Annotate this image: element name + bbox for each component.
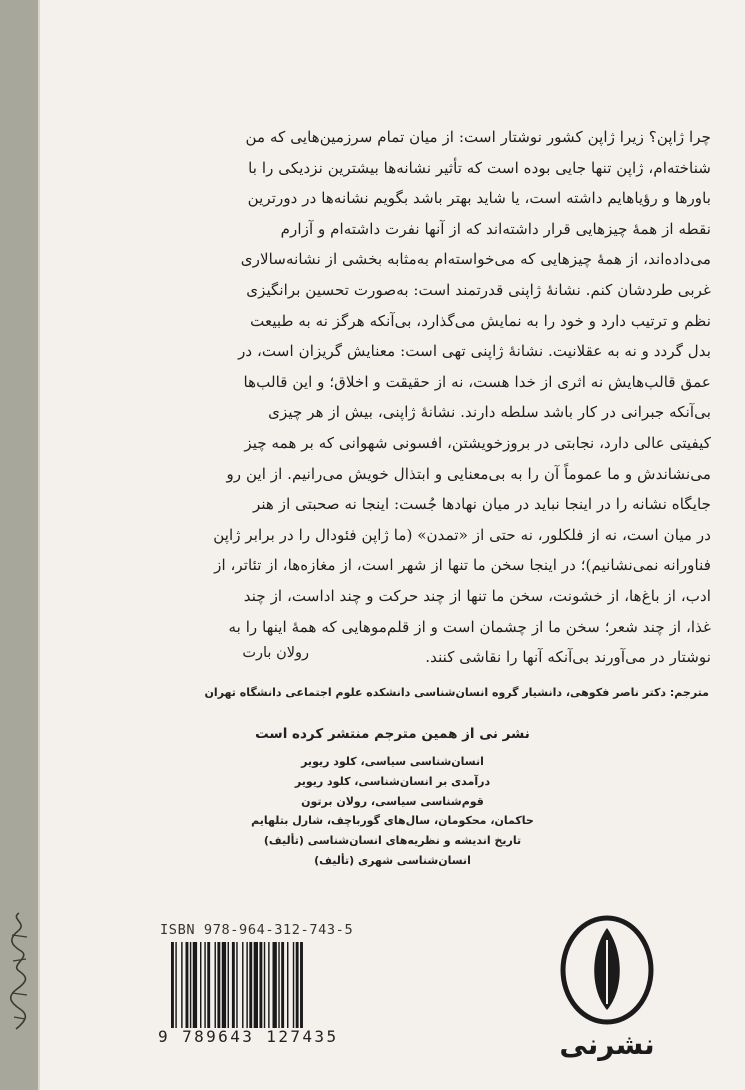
blurb-line: جایگاه نشانه را در اینجا نباید در میان نهادها جُست: اینجا نه صحبتی از هنر <box>252 495 711 514</box>
barcode-icon <box>171 942 383 1028</box>
list-item: انسان‌شناسی شهری (تألیف) <box>314 853 471 867</box>
blurb-line: غذا، از چند شعر؛ سخن ما از چشمان است و از قلم‌موهایی که همهٔ اینها را به <box>228 617 711 636</box>
blurb-line: ادب، از باغ‌ها، از خشونت، سخن ما تنها از چند حرکت و چند اداست، از چند <box>243 586 711 605</box>
back-cover <box>40 0 745 1090</box>
blurb-line: نقطه از همهٔ چیزهایی قرار داشته‌اند که از آنها نفرت داشته‌ام و آزارم <box>280 219 711 238</box>
list-item: قوم‌شناسی سیاسی، رولان برتون <box>301 794 484 808</box>
blurb-line: چرا ژاپن؟ زیرا ژاپن کشور نوشتار است: از میان تمام سرزمین‌هایی که من <box>245 128 711 146</box>
barcode-number: 9 789643 127435 <box>158 1027 339 1046</box>
list-item: حاکمان، محکومان، سال‌های گورباچف، شارل بتلهایم <box>251 814 534 828</box>
blurb-line: در میان است، نه از فلکلور، نه حتی از «تمدن» (ما ژاپن فئودال را در برابر ژاپن <box>213 525 711 544</box>
blurb-line: غربی طردشان کنم. نشانهٔ ژاپنی قدرتمند است: به‌صورت تحسین برانگیزی <box>246 280 711 299</box>
blurb-line: باورها و رؤیاهایم داشته است، یا شاید بهتر باشد بگویم نشانه‌ها در دورترین <box>247 189 711 208</box>
translator-credit: مترجم: دکتر ناصر فکوهی، دانشیار گروه انسان‌شناسی دانشکده علوم اجتماعی دانشگاه تهران <box>204 686 709 699</box>
list-item: انسان‌شناسی سیاسی، کلود ریویر <box>301 755 484 768</box>
publications-heading: نشر نی از همین مترجم منتشر کرده است <box>255 726 530 742</box>
spine-signature-icon <box>2 905 36 1035</box>
blurb-line: شناخته‌ام، ژاپن تنها جایی بوده است که تأثیر نشانه‌ها بیشترین نزدیکی را با <box>248 158 711 177</box>
blurb-text <box>151 122 711 673</box>
blurb-line: کیفیتی عالی دارد، نجابتی در بروزخویشتن، افسونی شهوانی که بر همه چیز <box>244 433 711 452</box>
blurb-line: می‌نشاندش و ما عموماً آن را به بی‌معنایی و ابتذال خویش می‌رانیم. از این رو <box>226 464 711 483</box>
publisher-logo-text: نشرنی <box>559 1028 655 1061</box>
publisher-logo-icon <box>558 914 656 1026</box>
blurb-line: عمق قالب‌هایش نه اثری از خدا هست، نه از حقیقت و اخلاق؛ و این قالب‌ها <box>243 372 711 391</box>
blurb-line: بدل گردد و نه به عقلانیت. نشانهٔ ژاپنی تهی است: معنایش گریزان است، در <box>238 342 711 361</box>
author-name: رولان بارت <box>242 645 309 661</box>
blurb-line: نظم و ترتیب دارد و خود را به نمایش می‌گذارد، بی‌آنکه هرگز نه به طبیعت <box>250 311 711 330</box>
blurb-line: بی‌آنکه جبرانی در کار باشد سلطه دارند. نشانهٔ ژاپنی، بیش از هر چیزی <box>268 403 711 422</box>
blurb-line: می‌داده‌اند، از همهٔ چیزهایی که می‌خواسته‌ام به‌مثابه بخشی از نشانه‌سالاری <box>240 250 711 269</box>
list-item: درآمدی بر انسان‌شناسی، کلود ریویر <box>294 774 491 788</box>
blurb-line: نوشتار در می‌آورند بی‌آنکه آنها را نقاشی کنند. <box>425 648 711 667</box>
publications-list <box>40 752 745 871</box>
blurb-line: فناورانه نمی‌نشانیم)؛ در اینجا سخن ما تنها از شهر است، از مغازه‌ها، از تئاتر، از <box>214 556 711 575</box>
isbn-label: ISBN 978-964-312-743-5 <box>160 922 354 938</box>
list-item: تاریخ اندیشه و نظریه‌های انسان‌شناسی (تألیف) <box>263 834 522 848</box>
